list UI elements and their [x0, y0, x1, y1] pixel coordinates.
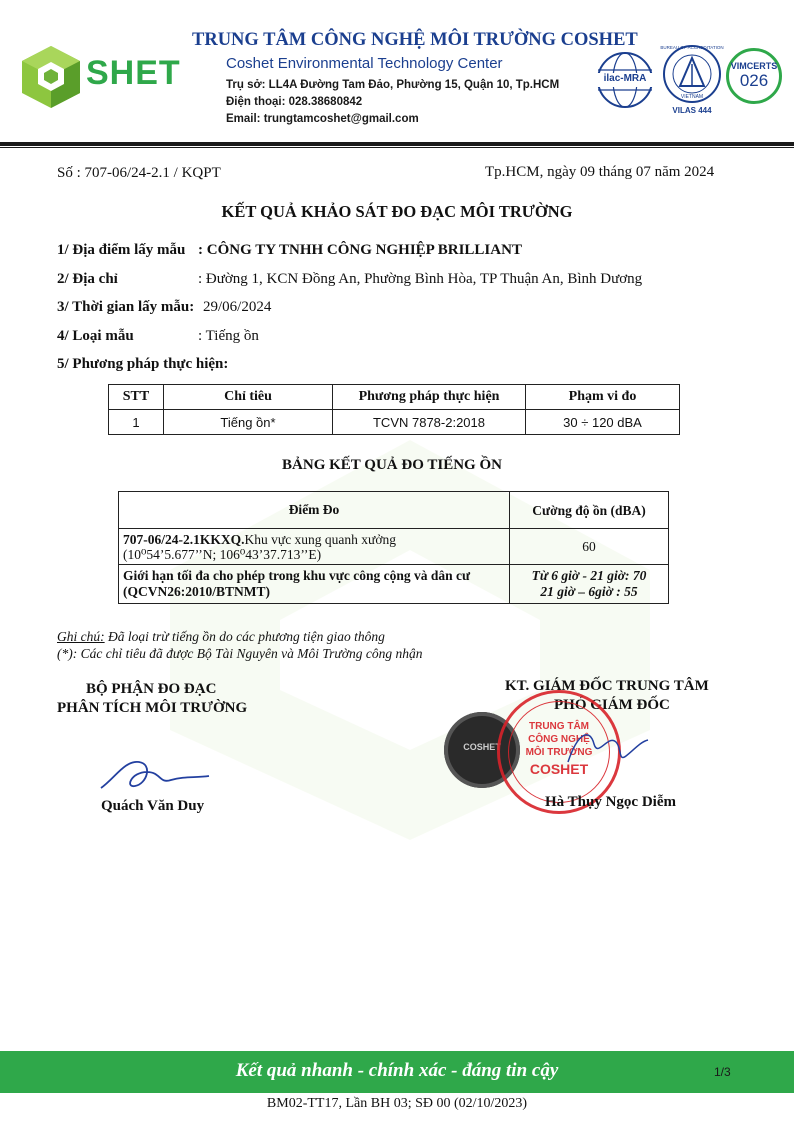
cell-limit-values [510, 565, 669, 604]
header-divider [0, 142, 794, 146]
sample-description: Khu vực xung quanh xưởng [244, 531, 397, 547]
note-line-1 [57, 629, 385, 645]
stamp-line-1: TRUNG TÂM [529, 721, 589, 732]
sample-code: 707-06/24-2.1KKXQ. [123, 531, 245, 547]
header-address: Trụ sở: LL4A Đường Tam Đảo, Phường 15, Quận 10, Tp.HCM [226, 79, 560, 91]
vimcerts-number: 026 [739, 71, 769, 90]
right-signer-name: Hà Thụy Ngọc Diễm [545, 794, 676, 810]
footer-slogan: Kết quả nhanh - chính xác - đáng tin cậy [235, 1060, 559, 1081]
header-email: Email: trungtamcoshet@gmail.com [226, 113, 419, 125]
document-title: KẾT QUẢ KHẢO SÁT ĐO ĐẠC MÔI TRƯỜNG [221, 202, 573, 221]
cell-point-limit [119, 565, 510, 604]
logo-text: SHET [86, 54, 181, 92]
note-text: Đã loại trừ tiếng ồn do các phương tiện giao thông [104, 629, 385, 644]
field-value-time: 29/06/2024 [203, 299, 272, 315]
field-label-method: 5/ Phương pháp thực hiện: [57, 356, 229, 372]
field-value-sample-type: : Tiếng ồn [198, 328, 259, 344]
note-line-2: (*): Các chỉ tiêu đã được Bộ Tài Nguyên và Môi Trường công nhận [57, 646, 423, 661]
left-sign-title-2: PHÂN TÍCH MÔI TRƯỜNG [57, 700, 248, 716]
field-value-address: : Đường 1, KCN Đồng An, Phường Bình Hòa, TP Thuận An, Bình Dương [198, 271, 643, 287]
left-signature [95, 750, 215, 800]
col-header-range: Phạm vi đo [526, 385, 680, 410]
right-sign-title-1: KT. GIÁM ĐỐC TRUNG TÂM [505, 678, 709, 694]
right-signature [560, 722, 650, 772]
table-row [109, 410, 680, 435]
field-value-location: : CÔNG TY TNHH CÔNG NGHIỆP BRILLIANT [198, 242, 522, 258]
vimcerts-badge [726, 48, 782, 104]
document-number: Số : 707-06/24-2.1 / KQPT [57, 165, 221, 181]
boa-country: VIETNAM [680, 94, 704, 100]
right-sign-title-2: PHÓ GIÁM ĐỐC [554, 697, 670, 713]
field-label-address: 2/ Địa chỉ [57, 271, 118, 287]
ilac-label: ilac-MRA [603, 73, 647, 84]
col-header-stt: STT [109, 385, 164, 410]
cell-value-1: 60 [510, 529, 669, 565]
form-code: BM02-TT17, Lần BH 03; SĐ 00 (02/10/2023) [266, 1096, 528, 1111]
center-title-vn: TRUNG TÂM CÔNG NGHỆ MÔI TRƯỜNG COSHET [192, 30, 638, 50]
field-label-time: 3/ Thời gian lấy mẫu: [57, 299, 195, 315]
stamp-line-3: MÔI TRƯỜNG [525, 747, 593, 758]
document-date: Tp.HCM, ngày 09 tháng 07 năm 2024 [485, 164, 715, 180]
vimcerts-label: VIMCERTS [730, 61, 778, 71]
left-signer-name: Quách Văn Duy [101, 798, 205, 814]
col-header-method: Phương pháp thực hiện [333, 385, 526, 410]
field-label-sample-type: 4/ Loại mẫu [57, 328, 134, 344]
table-row [119, 565, 669, 604]
col-header-point: Điểm Đo [119, 492, 510, 529]
limit-day: Từ 6 giờ - 21 giờ: 70 [531, 568, 647, 583]
limit-standard: (QCVN26:2010/BTNMT) [123, 584, 270, 599]
col-header-intensity: Cường độ ồn (dBA) [510, 492, 669, 529]
result-table-title: BẢNG KẾT QUẢ ĐO TIẾNG ỒN [282, 457, 502, 473]
col-header-indicator: Chỉ tiêu [164, 385, 333, 410]
header-divider-thin [0, 147, 794, 148]
footer-bar [0, 1051, 794, 1093]
result-table [118, 491, 669, 604]
boa-badge [660, 44, 724, 118]
stamp-line-4: COSHET [529, 761, 589, 777]
limit-night: 21 giờ – 6giờ : 55 [540, 584, 638, 599]
vilas-label: VILAS 444 [672, 106, 712, 115]
table-row [119, 529, 669, 565]
cell-indicator: Tiếng ồn* [164, 410, 333, 435]
field-label-location: 1/ Địa điểm lấy mẫu [57, 242, 186, 258]
note-label: Ghi chú: [57, 629, 105, 644]
logo-cube-icon [18, 44, 84, 110]
stamp-line-2: CÔNG NGHỆ [528, 734, 590, 745]
method-table [108, 384, 680, 435]
sample-coordinates: (10⁰54’5.677’’N; 106⁰43’37.713’’E) [123, 546, 322, 562]
coshet-logo [18, 42, 181, 112]
boa-label: BUREAU OF ACCREDITATION [660, 45, 724, 50]
cell-range: 30 ÷ 120 dBA [526, 410, 680, 435]
limit-description: Giới hạn tối đa cho phép trong khu vực công cộng và dân cư [123, 568, 471, 583]
seal-label: COSHET [463, 742, 501, 752]
center-title-en: Coshet Environmental Technology Center [226, 55, 503, 72]
table-header-row [109, 385, 680, 410]
header-phone: Điện thoại: 028.38680842 [226, 96, 363, 108]
cell-method: TCVN 7878-2:2018 [333, 410, 526, 435]
cell-point-1 [119, 529, 510, 565]
table-header-row [119, 492, 669, 529]
ilac-mra-badge [594, 48, 656, 112]
left-sign-title-1: BỘ PHẬN ĐO ĐẠC [86, 681, 217, 697]
page-number: 1/3 [714, 1065, 731, 1079]
cell-stt: 1 [109, 410, 164, 435]
